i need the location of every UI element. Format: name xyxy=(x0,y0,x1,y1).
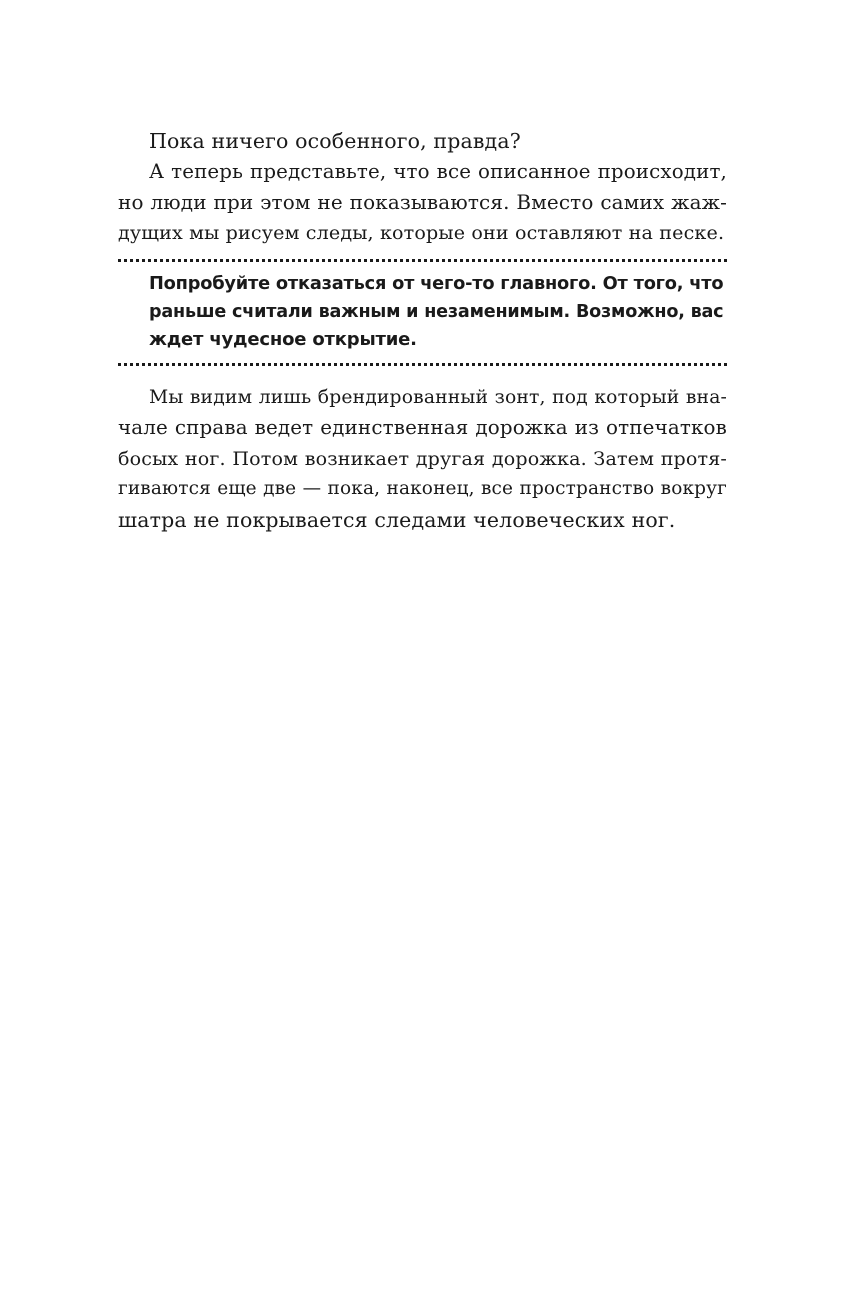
book-page xyxy=(118,126,727,535)
paragraph-umbrella xyxy=(118,383,727,536)
text-line: дущих мы рисуем следы, которые они оставляют на песке. xyxy=(118,221,725,244)
text-line: но люди при этом не показываются. Вместо самих жаж- xyxy=(118,190,727,214)
callout-line: Попробуйте отказаться от чего-то главного. От того, что xyxy=(149,274,724,294)
text-line: Пока ничего особенного, правда? xyxy=(149,129,521,153)
text-line: Мы видим лишь брендированный зонт, под который вна- xyxy=(149,386,727,408)
text-line: гиваются еще две — пока, наконец, все пространство вокруг xyxy=(118,478,727,499)
callout-line: раньше считали важным и незаменимым. Возможно, вас xyxy=(149,301,724,322)
callout-box xyxy=(118,262,727,363)
text-line: шатра не покрывается следами человеческих ног. xyxy=(118,507,676,532)
paragraph-question xyxy=(118,126,727,157)
text-line: А теперь представьте, что все описанное происходит, xyxy=(149,159,727,183)
text-line: босых ног. Потом возникает другая дорожка. Затем протя- xyxy=(118,447,727,470)
text-line: чале справа ведет единственная дорожка из отпечатков xyxy=(118,416,727,439)
paragraph-imagine xyxy=(118,157,727,249)
callout-line: ждет чудесное открытие. xyxy=(149,329,417,350)
dotted-divider-bottom xyxy=(118,363,727,366)
